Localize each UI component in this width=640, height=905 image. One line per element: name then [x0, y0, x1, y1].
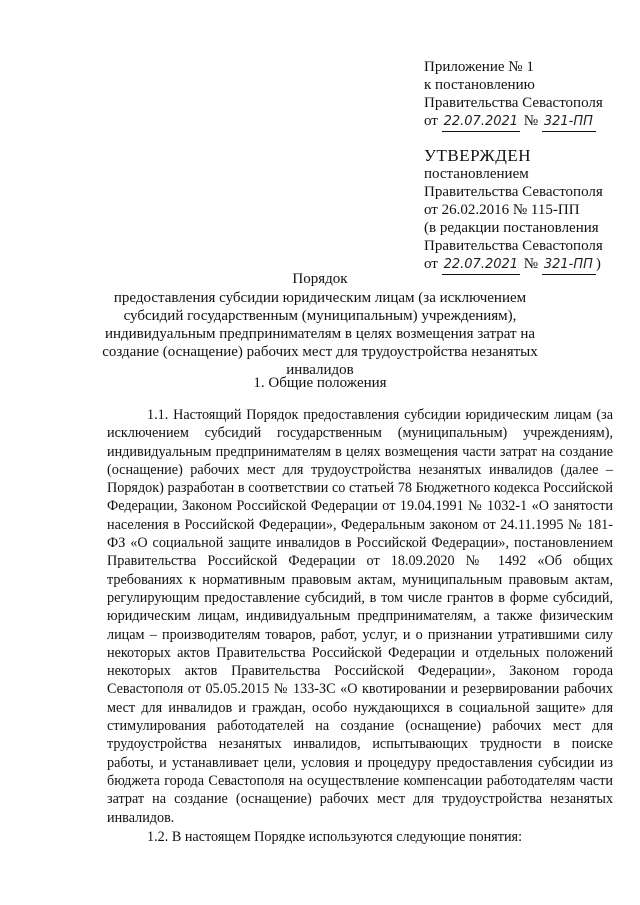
approval-handwritten-date: 22.07.2021	[442, 256, 520, 275]
annex-line-3: Правительства Севастополя	[424, 95, 603, 111]
approval-handwritten-number: 321-ПП	[542, 256, 596, 275]
annex-block	[424, 58, 624, 132]
section-heading: 1. Общие положения	[253, 375, 387, 391]
document-title: Порядок	[292, 271, 348, 287]
approval-line-2: Правительства Севастополя	[424, 184, 603, 200]
annex-line-1: Приложение № 1	[424, 59, 534, 75]
paragraph-1-1: 1.1. Настоящий Порядок предоставления субсидии юридическим лицам (за исключением субсидий государственным (муниципальным) учреждениям), индивидуальным предпринимателям в целях возмещения части затрат на создание (оснащение) рабочих мест для трудоустройства незанятых инвалидов (далее – Порядок) разработан в соответствии со статьей 78 Бюджетного кодекса Российской Федерации, Законом Российской Федерации от 19.04.1991 № 1032-1 «О занятости населения в Российской Федерации», Федеральным законом от 24.11.1995 № 181-ФЗ «О социальной защите инвалидов в Российской Федерации», постановлением Правительства Российской Федерации от 18.09.2020 № 1492 «Об общих требованиях к нормативным правовым актам, муниципальным правовым актам, регулирующим предоставление субсидий, в том числе грантов в форме субсидий, юридическим лицам, индивидуальным предпринимателям, а также физическим лицам – производителям товаров, работ, услуг, и о признании утратившими силу некоторых актов Правительства Российской Федерации и отдельных положений некоторых актов Правительства Российской Федерации», Законом города Севастополя от 05.05.2015 № 133-ЗС «О квотировании и резервировании рабочих мест для инвалидов и граждан, особо нуждающихся в социальной защите» для стимулирования работодателей на создание (оснащение) рабочих мест для трудоустройства незанятых инвалидов, испытывающих трудности в поиске работы, и устанавливает цели, условия и процедуру предоставления субсидии из бюджета города Севастополя на осуществление компенсации работодателям части затрат на создание (оснащение) рабочих мест для трудоустройства незанятых инвалидов.	[107, 407, 613, 826]
approval-number-label: №	[523, 256, 539, 272]
paragraph-1-2: 1.2. В настоящем Порядке используются следующие понятия:	[147, 829, 523, 845]
annex-handwritten-date: 22.07.2021	[442, 113, 520, 132]
approval-block	[424, 147, 624, 275]
approval-line-5: Правительства Севастополя	[424, 238, 603, 254]
annex-from-label: от	[424, 113, 438, 129]
annex-date-line	[424, 112, 624, 132]
approval-line-1: постановлением	[424, 166, 529, 182]
annex-number-label: №	[523, 113, 539, 129]
annex-line-2: к постановлению	[424, 77, 535, 93]
approval-heading: УТВЕРЖДЕН	[424, 146, 531, 165]
approval-from-label: от	[424, 256, 438, 272]
approval-close-paren: )	[595, 256, 601, 272]
document-subtitle: предоставления субсидии юридическим лицам (за исключением субсидий государственным (муниципальным) учреждениям), индивидуальным предпринимателям в целях возмещения затрат на создание (оснащение) рабочих мест для трудоустройства незанятых инвалидов	[102, 290, 538, 378]
approval-line-3: от 26.02.2016 № 115-ПП	[424, 202, 580, 218]
annex-handwritten-number: 321-ПП	[542, 113, 596, 132]
approval-line-4: (в редакции постановления	[424, 220, 599, 236]
